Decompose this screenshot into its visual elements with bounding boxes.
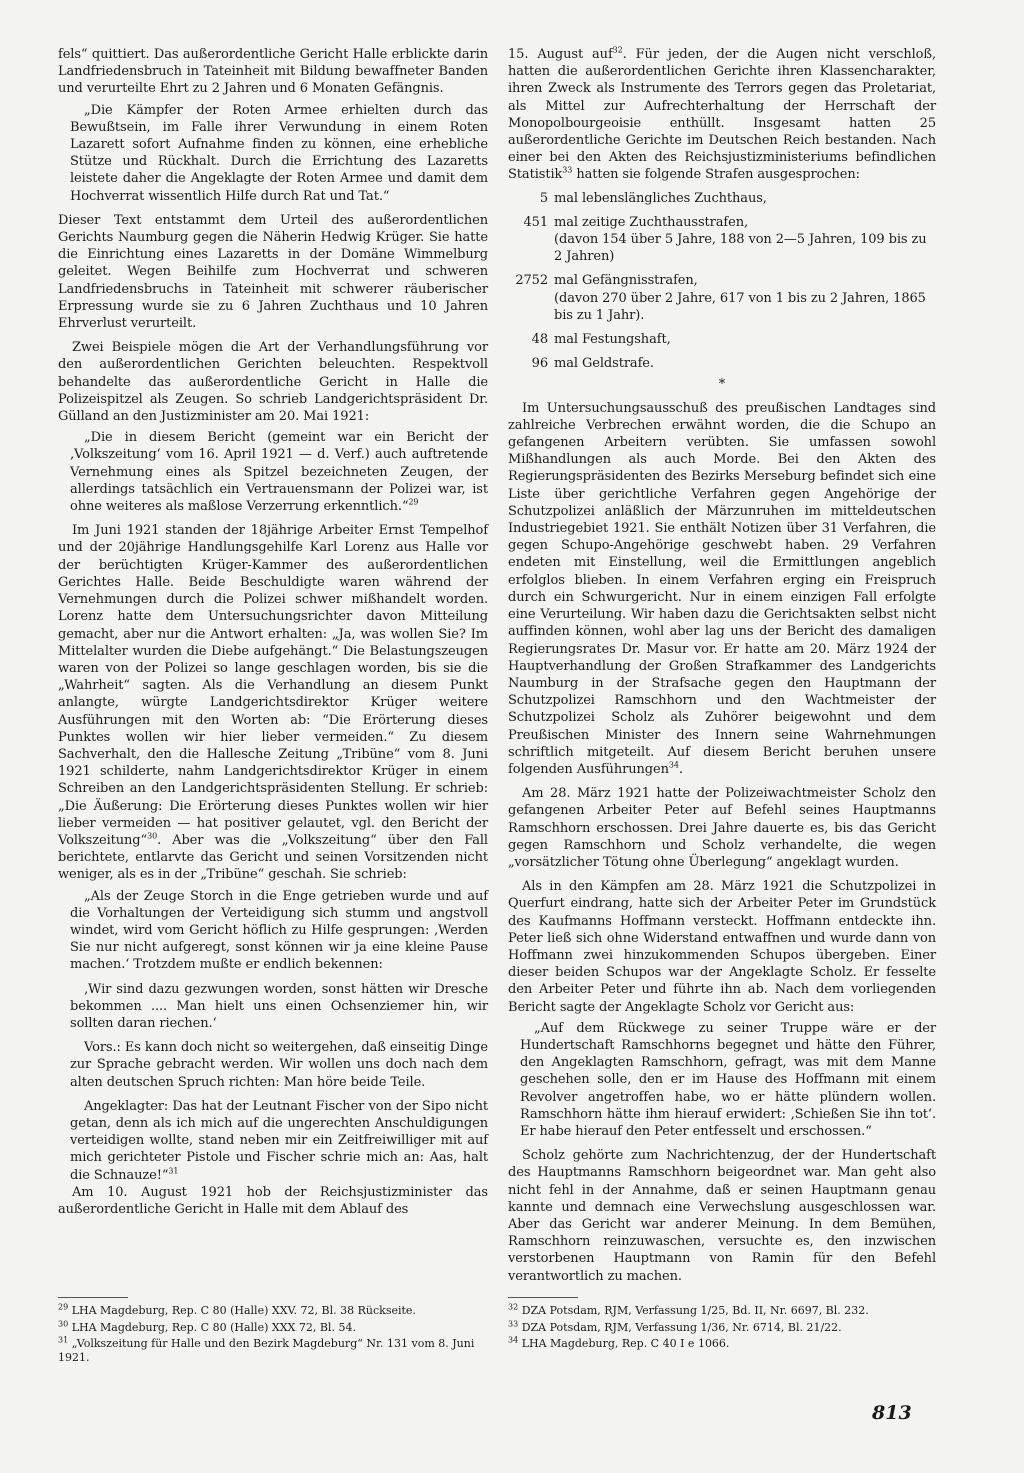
stat-count: 5 bbox=[539, 190, 548, 206]
footnote-ref[interactable]: 33 bbox=[562, 166, 573, 176]
block-quote bbox=[520, 1020, 936, 1140]
footnote: $^{29}$ LHA Magdeburg, Rep. C 80 (Halle) XXV. 72, Bl. 38 Rückseite. bbox=[58, 1302, 416, 1317]
block-quote bbox=[70, 429, 488, 515]
stat-label: mal lebenslängliches Zuchthaus, bbox=[554, 190, 767, 206]
right-column bbox=[508, 46, 936, 1285]
footnote: $^{30}$ LHA Magdeburg, Rep. C 80 (Halle) XXX 72, Bl. 54. bbox=[58, 1318, 356, 1334]
stat-label: mal Gefängnisstrafen, bbox=[554, 273, 698, 289]
footnote-ref[interactable]: 30 bbox=[147, 831, 158, 841]
footnotes-right bbox=[508, 1297, 936, 1354]
sentence-statistics bbox=[508, 190, 936, 373]
stat-item bbox=[508, 331, 936, 348]
block-quote bbox=[70, 888, 488, 1184]
quote-text: „Die in diesem Bericht (gemeint war ein Bericht der ‚Volkszeitung‘ vom 16. April 1921 — d. Verf.) auch auftretende Vernehmung eines als Spitzel bezeichneten Zeugen, der allerdings tatsächlich ein Vertrauensmann der Polizei war, ist ohne weiteres als maßlose Verzerrung erkenntlich.“$^{29}$ bbox=[70, 430, 488, 515]
paragraph: Am 10. August 1921 hob der Reichsjustizminister das außerordentliche Gericht in Halle mit dem Ablauf des bbox=[58, 1184, 488, 1217]
footnote-divider bbox=[58, 1297, 128, 1298]
page-number: 813 bbox=[872, 1402, 912, 1424]
footnote-ref[interactable]: 34 bbox=[668, 760, 679, 770]
quote-text: ‚Wir sind dazu gezwungen worden, sonst hätten wir Dresche bekommen .... Man hielt uns einen Ochsenziemer hin, wir sollten daran riechen.‘ bbox=[70, 981, 488, 1031]
footnotes-left bbox=[58, 1297, 486, 1367]
stat-count: 451 bbox=[523, 214, 548, 230]
stat-label: mal Festungshaft, bbox=[554, 332, 671, 348]
paragraph: Als in den Kämpfen am 28. März 1921 die Schutzpolizei in Querfurt eindrang, hatte sich der Arbeiter Peter im Grundstück des Kaufmanns Hoffmann versteckt. Hoffmann entdeckte ihn. Peter ließ sich ohne Widerstand entwaffnen und wurde dann von Hoffmann zwei hinzukommenden Schupos übergeben. Einer dieser beiden Schupos war der Angeklagte Scholz. Er fesselte den Arbeiter Peter und führte ihn ab. Nach dem vorliegenden Bericht sagte der Angeklagte Scholz vor Gericht aus: bbox=[508, 879, 936, 1015]
footnote-ref[interactable]: 32 bbox=[612, 45, 623, 55]
quote-text: „Auf dem Rückwege zu seiner Truppe wäre er der Hundertschaft Ramschhorns begegnet und hätte den Führer, den Angeklagten Ramschhorn, gefragt, was mit dem Manne geschehen solle, den er im Hause des Hoffmann mit einem Revolver angetroffen habe, wo er hätte plündern wollen. Ramschhorn hätte ihm hierauf erwidert: ‚Schießen Sie ihn tot‘. Er habe hierauf den Peter entfesselt und erschossen.“ bbox=[520, 1020, 936, 1139]
quote-text: „Die Kämpfer der Roten Armee erhielten durch das Bewußtsein, im Falle ihrer Verwundung in einem Roten Lazarett sofort Aufnahme finden zu können, eine erhebliche Stütze und Rückhalt. Durch die Errichtung des Lazaretts leistete daher die Angeklagte der Roten Armee und damit dem Hochverrat wissentlich Hilfe durch Rat und Tat.“ bbox=[70, 102, 488, 204]
quote-text: „Als der Zeuge Storch in die Enge getrieben wurde und auf die Vorhaltungen der Verteidigung sich stumm und angstvoll windet, wird vom Gericht höflich zu Hilfe gesprungen: ‚Werden Sie nur nicht aufgeregt, sonst können wir ja eine kleine Pause machen.‘ Trotzdem mußte er endlich bekennen: bbox=[70, 888, 488, 973]
stat-item bbox=[508, 272, 936, 324]
stat-label: mal zeitige Zuchthausstrafen, bbox=[554, 214, 749, 230]
paragraph: fels“ quittiert. Das außerordentliche Gericht Halle erblickte darin Landfriedensbruch in Tateinheit mit Bildung bewaffneter Banden und verurteilte Ehrt zu 2 Jahren und 6 Monaten Gefängnis. bbox=[58, 47, 488, 97]
footnote-ref[interactable]: 29 bbox=[408, 497, 419, 507]
paragraph: Scholz gehörte zum Nachrichtenzug, der der Hundertschaft des Hauptmanns Ramschhorn beigeordnet war. Man geht also nicht fehl in der Annahme, daß er seinen Hauptmann genau kannte und demnach eine Verwechslung ausgeschlossen war. Aber das Gericht war anderer Meinung. In dem Bemühen, Ramschhorn reinzuwaschen, versuchte es, den inzwischen verstorbenen Hauptmann von Ramin für den Befehl verantwortlich zu machen. bbox=[508, 1148, 936, 1284]
footnote-ref[interactable]: 31 bbox=[168, 1166, 179, 1176]
footnote: $^{34}$ LHA Magdeburg, Rep. C 40 I e 1066. bbox=[508, 1335, 730, 1350]
footnote: $^{33}$ DZA Potsdam, RJM, Verfassung 1/36, Nr. 6714, Bl. 21/22. bbox=[508, 1318, 842, 1334]
footnote: $^{32}$ DZA Potsdam, RJM, Verfassung 1/25, Bd. II, Nr. 6697, Bl. 232. bbox=[508, 1302, 869, 1317]
stat-count: 2752 bbox=[515, 273, 548, 289]
stat-item bbox=[508, 214, 936, 266]
paragraph: Im Juni 1921 standen der 18jährige Arbeiter Ernst Tempelhof und der 20jährige Handlungsgehilfe Karl Lorenz aus Halle vor der berüchtigten Krüger-Kammer des außerordentlichen Gerichtes Halle. Beide Beschuldigte waren während der Vernehmungen durch die Polizei schwer mißhandelt worden. Lorenz hatte dem Untersuchungsrichter davon Mitteilung gemacht, aber nur die Antwort erhalten: „Ja, was wollen Sie? Im Mittelalter wurden die Diebe aufgehängt.“ Die Belastungszeugen waren von der Polizei so lange geschlagen worden, bis sie die „Wahrheit“ sagten. Als die Verhandlung an diesem Punkt anlangte, würgte Landgerichtsdirektor Krüger weitere Ausführungen mit den Worten ab: “Die Erörterung dieses Punktes wollen wir hier lieber vermeiden.“ Zu diesem Sachverhalt, den die Hallesche Zeitung „Tribüne“ vom 8. Juni 1921 schilderte, nahm Landgerichtsdirektor Krüger in einem Schreiben an den Landgerichtspräsidenten Stellung. Er schrieb: „Die Äußerung: Die Erörterung dieses Punktes wollen wir hier lieber vermeiden — hat positiver gelautet, vgl. den Bericht der Volkszeitung“$^{30}$. Aber was die „Volkszeitung“ über den Fall berichtete, entlarvte das Gericht und seinen Vorsitzenden nicht weniger, als es in der „Tribüne“ geschah. Sie schrieb: bbox=[58, 523, 488, 883]
footnote-divider bbox=[508, 1297, 578, 1298]
stat-label: mal Geldstrafe. bbox=[554, 356, 654, 372]
footnote: $^{31}$ „Volkszeitung für Halle und den Bezirk Magdeburg“ Nr. 131 vom 8. Juni 1921. bbox=[58, 1335, 475, 1364]
stat-count: 48 bbox=[531, 332, 548, 348]
paragraph: 15. August auf$^{32}$. Für jeden, der die Augen nicht verschloß, hatten die außerordentlichen Gerichte ihren Klassencharakter, ihren Zweck als Instrumente des Terrors gegen das Proletariat, als Mittel zur Aufrechterhaltung der Herrschaft der Monopolbourgeoisie enthüllt. Insgesamt hatten 25 außerordentliche Gerichte im Deutschen Reich bestanden. Nach einer bei den Akten des Reichsjustizministeriums befindlichen Statistik$^{33}$ hatten sie folgende Strafen ausgesprochen: bbox=[508, 45, 936, 183]
paragraph: Dieser Text entstammt dem Urteil des außerordentlichen Gerichts Naumburg gegen die Näherin Hedwig Krüger. Sie hatte die Einrichtung eines Lazaretts in der Domäne Wimmelburg geleitet. Wegen Beihilfe zum Hochverrat und schweren Landfriedensbruchs in Tateinheit mit schwerer räuberischer Erpressung wurde sie zu 6 Jahren Zuchthaus und 10 Jahren Ehrverlust verurteilt. bbox=[58, 212, 488, 332]
section-divider: * bbox=[718, 377, 726, 393]
paragraph: Im Untersuchungsausschuß des preußischen Landtages sind zahlreiche Verbrechen erwähnt worden, die die Schupo an gefangenen Arbeitern verübten. Sie umfassen sowohl Mißhandlungen als auch Morde. Bei den Akten des Regierungspräsidenten des Bezirks Merseburg befindet sich eine Liste über gerichtliche Verfahren gegen Angehörige der Schutzpolizei anläßlich der Märzunruhen im mitteldeutschen Industriegebiet 1921. Sie enthält Notizen über 31 Verfahren, die gegen Schupo-Angehörige geschwebt haben. 29 Verfahren endeten mit Einstellung, weil die Ermittlungen angeblich erfolglos blieben. In einem Verfahren erging ein Freispruch durch ein Schwurgericht. Nur in einem einzigen Fall erfolgte eine Verurteilung. Wir haben dazu die Gerichtsakten selbst nicht auffinden können, wohl aber lag uns der Bericht des damaligen Regierungsrates Dr. Masur vor. Er hatte am 20. März 1924 der Hauptverhandlung der Großen Strafkammer des Landgerichts Naumburg in der Strafsache gegen den Hauptmann der Schutzpolizei Ramschhorn und den Wachtmeister der Schutzpolizei Scholz als Zuhörer beigewohnt und dem Preußischen Minister des Innern seine Wahrnehmungen schriftlich mitgeteilt. Auf diesem Bericht beruhen unsere folgenden Ausführungen$^{34}$. bbox=[508, 400, 936, 777]
quote-text: Angeklagter: Das hat der Leutnant Fischer von der Sipo nicht getan, denn als ich mich auf die ungerechten Anschuldigungen verteidigen wollte, stand neben mir ein Zeitfreiwilliger mit auf mich gerichteter Pistole und Fischer schrie mich an: Aas, halt die Schnauze!“$^{31}$ bbox=[70, 1098, 488, 1183]
paragraph: Zwei Beispiele mögen die Art der Verhandlungsführung vor den außerordentlichen Gerichten beleuchten. Respektvoll behandelte das außerordentliche Gericht in Halle die Polizeispitzel als Zeugen. So schrieb Landgerichtspräsident Dr. Gülland an den Justizminister am 20. Mai 1921: bbox=[58, 340, 488, 425]
quote-text: Vors.: Es kann doch nicht so weitergehen, daß einseitig Dinge zur Sprache gebracht werden. Wir wollen uns doch nach dem alten deutschen Spruch richten: Man höre beide Teile. bbox=[70, 1040, 488, 1090]
stat-count: 96 bbox=[531, 356, 548, 372]
stat-item bbox=[508, 355, 936, 372]
block-quote bbox=[70, 102, 488, 205]
stat-item bbox=[508, 190, 936, 207]
stat-note: (davon 154 über 5 Jahre, 188 von 2—5 Jahren, 109 bis zu 2 Jahren) bbox=[554, 232, 927, 265]
left-column bbox=[58, 46, 488, 1218]
stat-note: (davon 270 über 2 Jahre, 617 von 1 bis zu 2 Jahren, 1865 bis zu 1 Jahr). bbox=[554, 290, 926, 323]
paragraph: Am 28. März 1921 hatte der Polizeiwachtmeister Scholz den gefangenen Arbeiter Peter auf Befehl seines Hauptmanns Ramschhorn erschossen. Drei Jahre dauerte es, bis das Gericht gegen Ramschhorn und Scholz verhandelte, die wegen „vorsätzlicher Tötung ohne Überlegung“ angeklagt wurden. bbox=[508, 786, 936, 870]
